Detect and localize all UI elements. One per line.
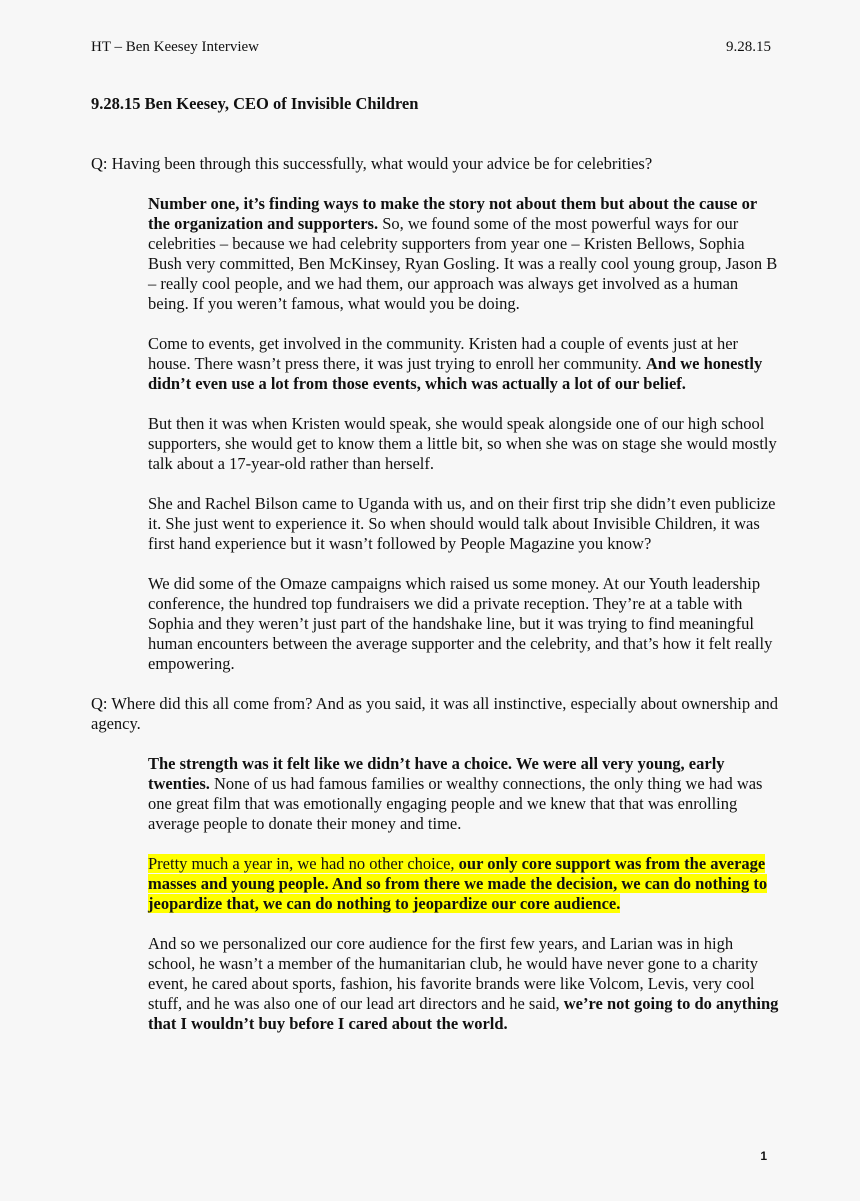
answer-paragraph-5: We did some of the Omaze campaigns which raised us some money. At our Youth leadership conference, the hundred top fundraisers we did a private reception. They’re at a table with Sophia and they weren’t just part of the handshake line, but it was trying to find meaningful human encounters between the average supporter and the celebrity, and that’s how it felt really empowering. <box>148 574 773 673</box>
answer-paragraph-7-highlighted <box>148 854 781 914</box>
answer-paragraph-4: She and Rachel Bilson came to Uganda with us, and on their first trip she didn’t even publicize it. She just went to experience it. So when should would talk about Invisible Children, it was first hand experience but it wasn’t followed by People Magazine you know? <box>148 494 776 553</box>
highlighted-bold-text: our only core support was from the average masses and young people. And so from there we made the decision, we can do nothing to jeopardize that, we can do nothing to jeopardize our core audience. <box>148 854 768 913</box>
header-date: 9.28.15 <box>726 39 771 55</box>
question-2: Q: Where did this all come from? And as you said, it was all instinctive, especially about ownership and agency. <box>91 694 779 733</box>
answer-paragraph-2 <box>148 334 781 394</box>
highlighted-text: Pretty much a year in, we had no other choice, <box>148 854 459 873</box>
interview-body <box>91 154 781 1054</box>
answer-paragraph-1 <box>148 194 781 314</box>
answer-bold-text: And we honestly didn’t even use a lot from those events, which was actually a lot of our belief. <box>148 354 763 393</box>
header-title: HT – Ben Keesey Interview <box>91 39 260 55</box>
question-1: Q: Having been through this successfully, what would your advice be for celebrities? <box>91 154 653 173</box>
answer-paragraph-6 <box>148 754 781 834</box>
answer-paragraph-3: But then it was when Kristen would speak, she would speak alongside one of our high school supporters, she would get to know them a little bit, so when she was on stage she would mostly talk about a 17-year-old rather than herself. <box>148 414 777 473</box>
answer-bold-text: Number one, it’s finding ways to make the story not about them but about the cause or the organization and supporters. <box>148 194 757 233</box>
page-number: 1 <box>760 1149 767 1163</box>
answer-bold-text: The strength was it felt like we didn’t have a choice. We were all very young, early twenties. <box>148 754 725 793</box>
answer-text: None of us had famous families or wealthy connections, the only thing we had was one great film that was emotionally engaging people and we knew that that was enrolling average people to donate their money and time. <box>148 774 763 833</box>
answer-paragraph-8 <box>148 934 781 1034</box>
answer-bold-text: we’re not going to do anything that I wouldn’t buy before I cared about the world. <box>148 994 779 1033</box>
answer-text: So, we found some of the most powerful ways for our celebrities – because we had celebrity supporters from year one – Kristen Bellows, Sophia Bush very committed, Ben McKinsey, Ryan Gosling. It was a really cool young group, Jason B – really cool people, and we had them, our approach was always get involved as a human being. If you weren’t famous, what would you be doing. <box>148 214 778 313</box>
answer-text: And so we personalized our core audience for the first few years, and Larian was in high school, he wasn’t a member of the humanitarian club, he would have never gone to a charity event, he cared about sports, fashion, his favorite brands were like Volcom, Levis, very cool stuff, and he was also one of our lead art directors and he said, <box>148 934 758 1013</box>
answer-text: Come to events, get involved in the community. Kristen had a couple of events just at her house. There wasn’t press there, it was just trying to enroll her community. <box>148 334 739 373</box>
document-title: 9.28.15 Ben Keesey, CEO of Invisible Children <box>91 94 419 113</box>
